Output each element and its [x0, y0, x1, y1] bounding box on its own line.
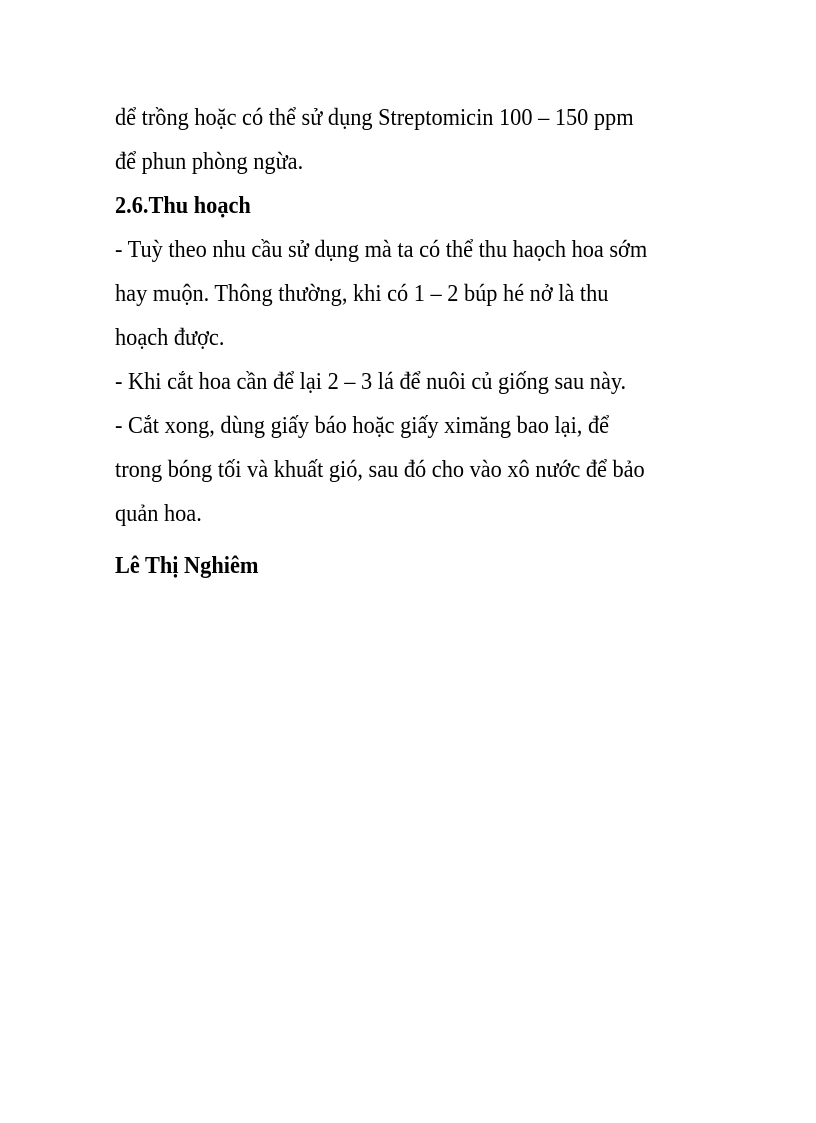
- paragraph-line: hay muộn. Thông thường, khi có 1 – 2 búp hé nở là thu: [115, 281, 609, 307]
- paragraph-line: dể trồng hoặc có thể sử dụng Streptomicin 100 – 150 ppm: [115, 105, 634, 131]
- paragraph-line: quản hoa.: [115, 501, 202, 527]
- paragraph-line: trong bóng tối và khuất gió, sau đó cho vào xô nước để bảo: [115, 457, 645, 483]
- paragraph-line: để phun phòng ngừa.: [115, 149, 304, 175]
- paragraph-line: - Tuỳ theo nhu cầu sử dụng mà ta có thể thu haọch hoa sớm: [115, 237, 648, 263]
- paragraph-line: - Cắt xong, dùng giấy báo hoặc giấy ximăng bao lại, để: [115, 413, 610, 439]
- paragraph-line: hoạch được.: [115, 325, 225, 351]
- paragraph-line: - Khi cắt hoa cần để lại 2 – 3 lá để nuôi củ giống sau này.: [115, 369, 627, 395]
- author-name: Lê Thị Nghiêm: [115, 553, 259, 579]
- section-heading: 2.6.Thu hoạch: [115, 193, 251, 219]
